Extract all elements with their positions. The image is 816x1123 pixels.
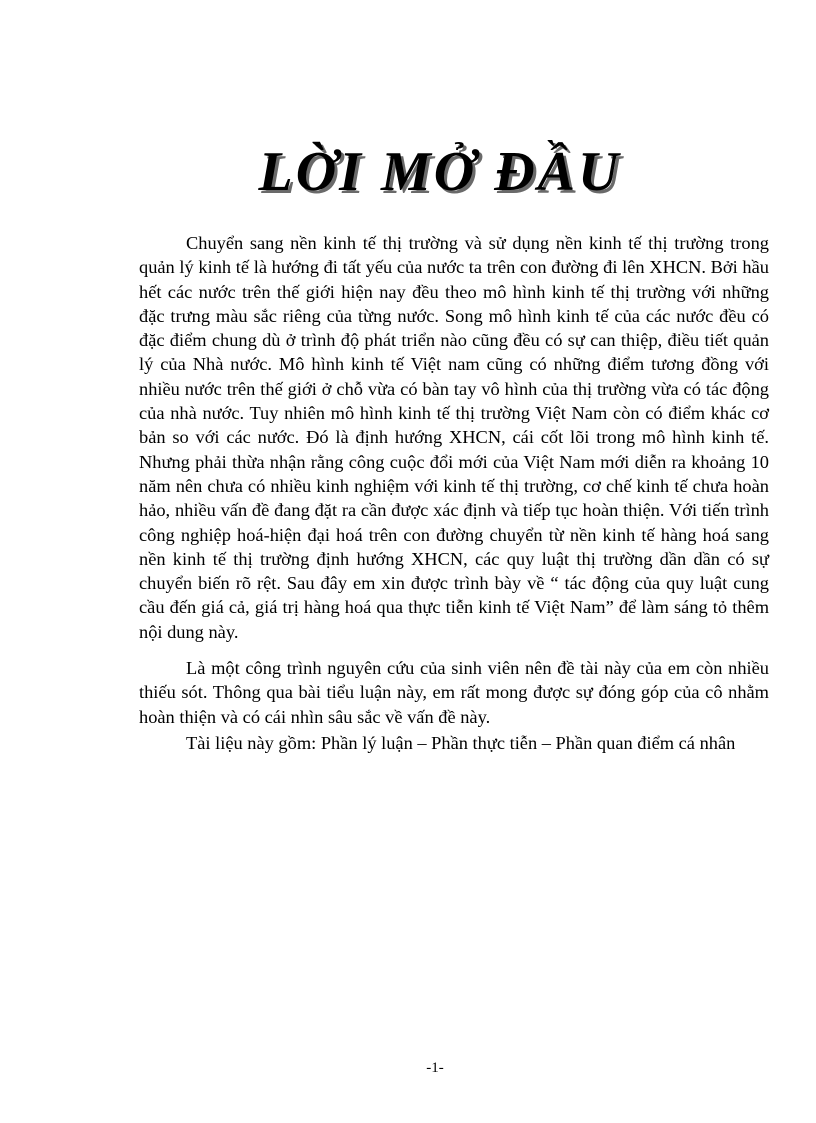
paragraph-introduction: Chuyển sang nền kinh tế thị trường và sử dụng nền kinh tế thị trường trong quản lý kinh tế là hướng đi tất yếu của nước ta trên con đường đi lên XHCN. Bởi hầu hết các nước trên thế giới hiện nay đều theo mô hình kinh tế thị trường với những đặc trưng màu sắc riêng của từng nước. Song mô hình kinh tế của các nước đều có đặc điểm chung dù ở trình độ phát triển nào cũng đều có sự can thiệp, điều tiết quản lý của Nhà nước. Mô hình kinh tế Việt nam cũng có những điểm tương đồng với nhiều nước trên thế giới ở chỗ vừa có bàn tay vô hình của thị trường vừa có tác động của nhà nước. Tuy nhiên mô hình kinh tế thị trường Việt Nam còn có điểm khác cơ bản so với các nước. Đó là định hướng XHCN, cái cốt lõi trong mô hình kinh tế. Nhưng phải thừa nhận rằng công cuộc đổi mới của Việt Nam mới diễn ra khoảng 10 năm nên chưa có nhiều kinh nghiệm với kinh tế thị trường, cơ chế kinh tế chưa hoàn hảo, nhiều vấn đề đang đặt ra cần được xác định và tiếp tục hoàn thiện. Với tiến trình công nghiệp hoá-hiện đại hoá trên con đường chuyển từ nền kinh tế hàng hoá sang nền kinh tế thị trường định hướng XHCN, các quy luật thị trường dần dần có sự chuyển biến rõ rệt. Sau đây em xin được trình bày về “ tác động của quy luật cung cầu đến giá cả, giá trị hàng hoá qua thực tiễn kinh tế Việt Nam” để làm sáng tỏ thêm nội dung này. bbox=[139, 233, 769, 642]
paragraph-acknowledgement: Là một công trình nguyên cứu của sinh viên nên đề tài này của em còn nhiều thiếu sót. Thông qua bài tiểu luận này, em rất mong được sự đóng góp của cô nhằm hoàn thiện và có cái nhìn sâu sắc về vấn đề này. bbox=[139, 658, 769, 727]
page-title: LỜI MỞ ĐẦU bbox=[258, 141, 622, 203]
page-number: -1- bbox=[426, 1060, 444, 1076]
paragraph-structure: Tài liệu này gồm: Phần lý luận – Phần thực tiễn – Phần quan điểm cá nhân bbox=[186, 732, 736, 753]
body-text bbox=[139, 231, 769, 755]
